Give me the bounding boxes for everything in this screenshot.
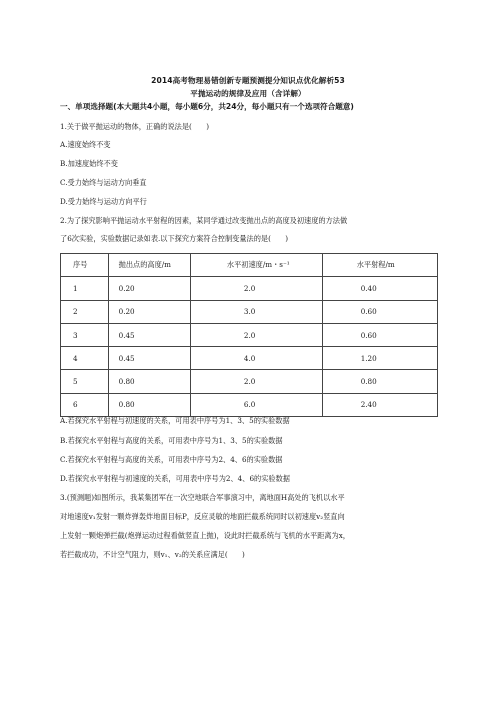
table-header-row <box>61 254 438 277</box>
table-row <box>61 277 438 300</box>
q3-line2: 对地速度v₁发射一颗炸弹轰炸地面目标P，反应灵敏的地面拦截系统同时以初速度v₂竖直向 <box>60 512 345 521</box>
q2-stem-line1: 2.为了探究影响平抛运动水平射程的因素，某同学通过改变抛出点的高度及初速度的方法做 <box>60 216 348 225</box>
table-row <box>61 323 438 346</box>
q1-option-c: C.受力始终与运动方向垂直 <box>60 178 147 187</box>
q2-stem-line2: 了6次实验，实验数据记录如表.以下探究方案符合控制变量法的是( ) <box>60 234 289 243</box>
table-row <box>61 347 438 370</box>
q3-line3: 上发射一颗炮弹拦截(炮弹运动过程看做竖直上抛)，设此时拦截系统与飞机的水平距离为x， <box>60 531 350 540</box>
table-row <box>61 393 438 416</box>
q1-stem: 1.关于做平抛运动的物体，正确的说法是( ) <box>60 122 210 131</box>
table-cell: 0.45 <box>108 323 190 346</box>
table-cell: 1.20 <box>322 347 437 370</box>
document-subtitle: 平抛运动的规律及应用（含详解） <box>190 89 306 98</box>
table-header-cell: 序号 <box>61 254 109 277</box>
table-cell: 6 <box>61 393 109 416</box>
table-cell: 2.40 <box>322 393 437 416</box>
section-heading: 一、单项选择题(本大题共4小题，每小题6分，共24分，每小题只有一个选项符合题意) <box>60 102 354 111</box>
q1-option-a: A.速度始终不变 <box>60 140 111 149</box>
table-cell: 4 <box>61 347 109 370</box>
table-cell: 0.40 <box>322 277 437 300</box>
table-cell: 2 <box>61 300 109 323</box>
q3-line4: 若拦截成功，不计空气阻力，则v₁、v₂的关系应满足( ) <box>60 550 245 559</box>
table-cell: 0.80 <box>322 370 437 393</box>
data-table <box>60 253 438 417</box>
table-header-cell: 抛出点的高度/m <box>108 254 190 277</box>
table-cell: 0.20 <box>108 277 190 300</box>
table-cell: 0.80 <box>108 370 190 393</box>
table-cell: 0.45 <box>108 347 190 370</box>
table-cell: 2.0 <box>190 323 322 346</box>
table-row <box>61 300 438 323</box>
table-row <box>61 370 438 393</box>
q2-option-b: B.若探究水平射程与高度的关系，可用表中序号为1、3、5的实验数据 <box>60 436 283 445</box>
q2-option-a: A.若探究水平射程与初速度的关系，可用表中序号为1、3、5的实验数据 <box>60 416 290 425</box>
table-cell: 2.0 <box>190 277 322 300</box>
q1-option-d: D.受力始终与运动方向平行 <box>60 197 147 206</box>
table-cell: 1 <box>61 277 109 300</box>
table-cell: 5 <box>61 370 109 393</box>
q1-option-b: B.加速度始终不变 <box>60 159 118 168</box>
table-header-cell: 水平射程/m <box>322 254 437 277</box>
table-cell: 4.0 <box>190 347 322 370</box>
table-cell: 3.0 <box>190 300 322 323</box>
q2-option-d: D.若探究水平射程与初速度的关系，可用表中序号为2、4、6的实验数据 <box>60 474 290 483</box>
table-cell: 0.80 <box>108 393 190 416</box>
document-title: 2014高考物理易错创新专题预测提分知识点优化解析53 <box>151 76 345 85</box>
table-cell: 3 <box>61 323 109 346</box>
table-header-cell: 水平初速度/m・s⁻¹ <box>190 254 322 277</box>
q2-option-c: C.若探究水平射程与高度的关系，可用表中序号为2、4、6的实验数据 <box>60 455 283 464</box>
q3-line1: 3.(预测题)如图所示，我某集团军在一次空地联合军事演习中，离地面H高处的飞机以水平 <box>60 493 345 502</box>
table-cell: 6.0 <box>190 393 322 416</box>
table-cell: 2.0 <box>190 370 322 393</box>
table-cell: 0.60 <box>322 300 437 323</box>
table-cell: 0.60 <box>322 323 437 346</box>
table-cell: 0.20 <box>108 300 190 323</box>
